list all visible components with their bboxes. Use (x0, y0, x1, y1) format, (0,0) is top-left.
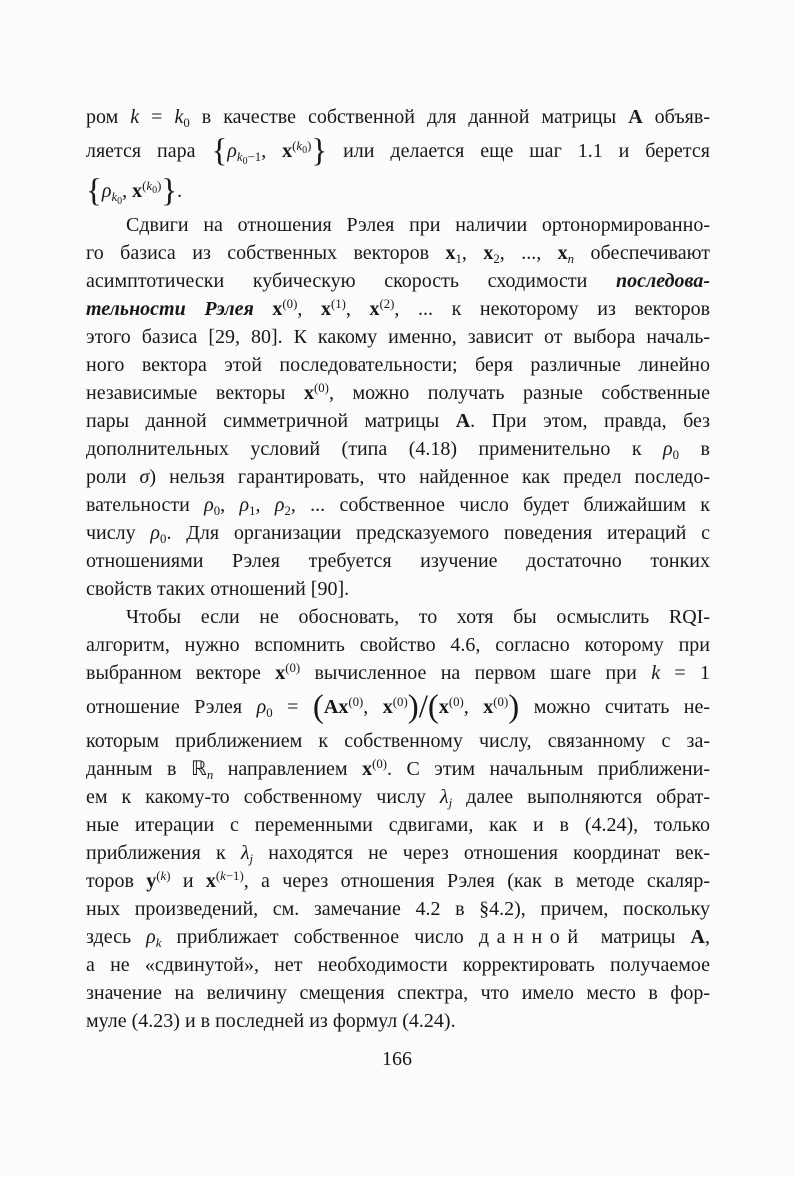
text-line: ных произведений, см. замечание 4.2 в §4.2), причем, поскольку (86, 898, 710, 920)
text-line: дополнительных условий (типа (4.18) применительно к $\rho_0$ в (86, 438, 710, 463)
text-line: пары данной симметричной матрицы A. При этом, правда, без (86, 410, 711, 432)
paragraph-rayleigh-shifts (86, 211, 710, 603)
text-line: свойств таких отношений [90]. (86, 578, 350, 600)
text-line-formula: ляется пара {$\rho_{k_0-1}$, $x^{(k_0)}$} или делается еще шаг 1.1 и берется (86, 132, 710, 169)
text-line: ром $k = k_0$ в качестве собственной для данной матрицы A объяв- (86, 106, 710, 131)
text-line: ного вектора этой последовательности; беря различные линейно (86, 354, 710, 376)
page-number: 166 (382, 1048, 412, 1070)
text-line: здесь $\rho_k$ приближает собственное число данной матрицы A, (86, 926, 710, 951)
text-line: которым приближением к собственному числу, связанному с за- (86, 730, 710, 752)
text-line: данным в ℝ$_n$ направлением $x^{(0)}$. С этим начальным приближени- (86, 756, 710, 783)
text-line: приближения к $\lambda_j$ находятся не через отношения координат век- (86, 842, 710, 867)
text-line: го базиса из собственных векторов $x_1$, $x_2$, ..., $x_n$ обеспечивают (86, 242, 711, 267)
text-line: ные итерации с переменными сдвигами, как и в (4.24), только (86, 814, 710, 836)
text-line: значение на величину смещения спектра, что имело место в фор- (86, 982, 710, 1004)
text-line: этого базиса [29, 80]. К какому именно, зависит от выбора началь- (86, 326, 710, 348)
text-line: Чтобы если не обосновать, то хотя бы осмыслить RQI- (126, 606, 710, 628)
text-line: асимптотически кубическую скорость сходимости последова- (86, 270, 710, 292)
text-line: вательности $\rho_0$, $\rho_1$, $\rho_2$, ... собственное число будет ближайшим к (86, 494, 711, 519)
text-line: роли σ) нельзя гарантировать, что найденное как предел последо- (86, 466, 710, 488)
text-line: торов $y^{(k)}$ и $x^{(k-1)}$, а через отношения Рэлея (как в методе скаляр- (86, 868, 711, 892)
text-line: муле (4.23) и в последней из формул (4.24). (86, 1010, 456, 1032)
text-line: тельности Рэлея $x^{(0)}$, $x^{(1)}$, $x^{(2)}$, ... к некоторому из векторов (86, 296, 711, 320)
text-line-formula: {$\rho_{k_0}$, $x^{(k_0)}$}. (86, 172, 183, 209)
text-line: отношениями Рэлея требуется изучение достаточно тонких (86, 550, 710, 572)
paragraph-rqi-algorithm (86, 603, 710, 1035)
paragraph-continuation (86, 103, 710, 211)
text-line: алгоритм, нужно вспомнить свойство 4.6, согласно которому при (86, 634, 710, 656)
text-line: независимые векторы $x^{(0)}$, можно получать разные собственные (86, 380, 710, 404)
text-line-formula: отношение Рэлея $\rho_0 = (Ax^{(0)}$, $x^{(0)})/(x^{(0)}$, $x^{(0)}$) можно считать не- (86, 688, 711, 725)
text-line: а не «сдвинутой», нет необходимости корректировать получаемое (86, 954, 710, 976)
text-line: Сдвиги на отношения Рэлея при наличии ортонормированно- (126, 214, 710, 236)
text-block (86, 103, 710, 1035)
text-line: ем к какому-то собственному числу $\lambda_j$ далее выполняются обрат- (86, 786, 710, 811)
text-line: числу $\rho_0$. Для организации предсказуемого поведения итераций с (86, 522, 711, 547)
text-line: выбранном векторе $x^{(0)}$ вычисленное на первом шаге при k = 1 (86, 660, 710, 684)
